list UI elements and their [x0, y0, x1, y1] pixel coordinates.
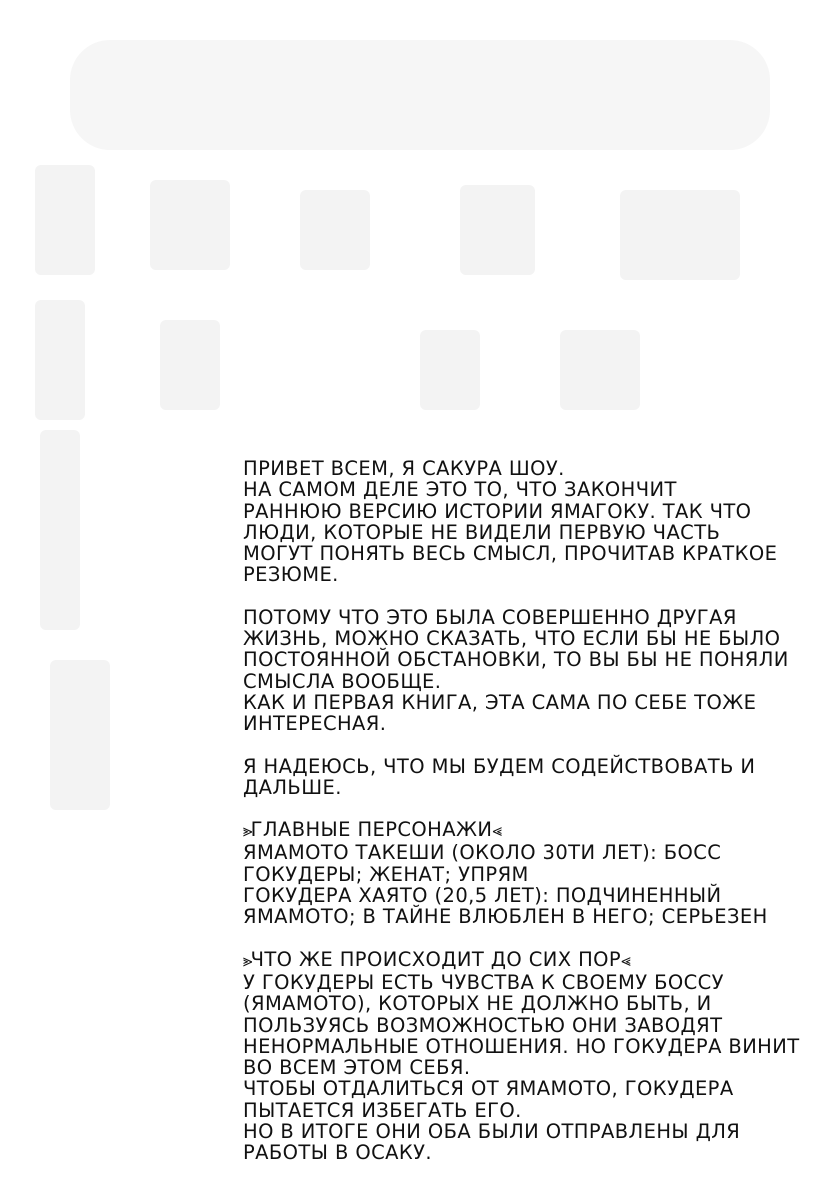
- text-line: ПЫТАЕТСЯ ИЗБЕГАТЬ ЕГО.: [243, 1098, 522, 1122]
- text-line: ПРИВЕТ ВСЕМ, Я САКУРА ШОУ.: [243, 457, 565, 480]
- bleed-through-shadow: [50, 660, 110, 810]
- text-line: ПОЛЬЗУЯСЬ ВОЗМОЖНОСТЬЮ ОНИ ЗАВОДЯТ: [243, 1013, 723, 1037]
- bleed-through-shadow: [35, 300, 85, 420]
- characters-heading-text: ГЛАВНЫЕ ПЕРСОНАЖИ: [250, 818, 493, 842]
- story-heading-text: ЧТО ЖЕ ПРОИСХОДИТ ДО СИХ ПОР: [250, 947, 622, 971]
- arrow-left-icon: ⪢: [243, 950, 251, 971]
- characters-heading: [243, 819, 808, 842]
- text-line: ЯМАМОТО; В ТАЙНЕ ВЛЮБЛЕН В НЕГО; СЕРЬЕЗЕН: [243, 905, 768, 929]
- bleed-through-shadow: [460, 185, 535, 275]
- text-line: КАК И ПЕРВАЯ КНИГА, ЭТА САМА ПО СЕБЕ ТОЖЕ: [243, 690, 757, 714]
- text-line: ВО ВСЕМ ЭТОМ СЕБЯ.: [243, 1056, 471, 1080]
- bleed-through-shadow: [560, 330, 640, 410]
- text-line: Я НАДЕЮСЬ, ЧТО МЫ БУДЕМ СОДЕЙСТВОВАТЬ И: [243, 754, 756, 778]
- bleed-through-shadow: [40, 430, 80, 630]
- text-line: ДАЛЬШЕ.: [243, 775, 342, 799]
- arrow-right-icon: ⪡: [621, 950, 629, 971]
- text-line: ЯМАМОТО ТАКЕШИ (ОКОЛО 30ТИ ЛЕТ): БОСС: [243, 841, 722, 865]
- bleed-through-shadow: [160, 320, 220, 410]
- arrow-right-icon: ⪡: [492, 821, 500, 842]
- text-line: ЖИЗНЬ, МОЖНО СКАЗАТЬ, ЧТО ЕСЛИ БЫ НЕ БЫЛО: [243, 627, 781, 651]
- bleed-through-shadow: [620, 190, 740, 280]
- text-line: (ЯМАМОТО), КОТОРЫХ НЕ ДОЛЖНО БЫТЬ, И: [243, 992, 712, 1016]
- text-line: РАННЮЮ ВЕРСИЮ ИСТОРИИ ЯМАГОКУ. ТАК ЧТО: [243, 499, 752, 523]
- bleed-through-shadow: [35, 165, 95, 275]
- text-line: ГОКУДЕРЫ; ЖЕНАТ; УПРЯМ: [243, 862, 529, 886]
- text-line: СМЫСЛА ВООБЩЕ.: [243, 669, 442, 693]
- bleed-through-shadow: [150, 180, 230, 270]
- text-line: У ГОКУДЕРЫ ЕСТЬ ЧУВСТВА К СВОЕМУ БОССУ: [243, 970, 724, 994]
- intro-paragraph: [243, 458, 808, 586]
- text-line: ИНТЕРЕСНАЯ.: [243, 712, 387, 736]
- text-line: ПОСТОЯННОЙ ОБСТАНОВКИ, ТО ВЫ БЫ НЕ ПОНЯЛИ: [243, 648, 789, 672]
- story-so-far-section: [243, 949, 808, 1164]
- text-line: ЛЮДИ, КОТОРЫЕ НЕ ВИДЕЛИ ПЕРВУЮ ЧАСТЬ: [243, 520, 721, 544]
- arrow-left-icon: ⪢: [243, 821, 251, 842]
- text-line: МОГУТ ПОНЯТЬ ВЕСЬ СМЫСЛ, ПРОЧИТАВ КРАТКОЕ: [243, 542, 778, 566]
- text-line: ПОТОМУ ЧТО ЭТО БЫЛА СОВЕРШЕННО ДРУГАЯ: [243, 605, 737, 629]
- translator-note: [243, 458, 808, 1185]
- text-line: ГОКУДЕРА ХАЯТО (20,5 ЛЕТ): ПОДЧИНЕННЫЙ: [243, 884, 722, 908]
- text-line: РАБОТЫ В ОСАКУ.: [243, 1141, 432, 1165]
- text-line: НЕНОРМАЛЬНЫЕ ОТНОШЕНИЯ. НО ГОКУДЕРА ВИНИТ: [243, 1034, 800, 1058]
- bleed-through-shadow: [420, 330, 480, 410]
- characters-section: [243, 819, 808, 927]
- bleed-through-shadow: [300, 190, 370, 270]
- story-heading: [243, 949, 808, 972]
- second-paragraph: [243, 607, 808, 735]
- text-line: НА САМОМ ДЕЛЕ ЭТО ТО, ЧТО ЗАКОНЧИТ: [243, 478, 677, 502]
- text-line: ЧТОБЫ ОТДАЛИТЬСЯ ОТ ЯМАМОТО, ГОКУДЕРА: [243, 1077, 734, 1101]
- third-paragraph: [243, 756, 808, 799]
- text-line: НО В ИТОГЕ ОНИ ОБА БЫЛИ ОТПРАВЛЕНЫ ДЛЯ: [243, 1120, 741, 1144]
- text-line: РЕЗЮМЕ.: [243, 563, 339, 587]
- bleed-through-shadow: [70, 40, 770, 150]
